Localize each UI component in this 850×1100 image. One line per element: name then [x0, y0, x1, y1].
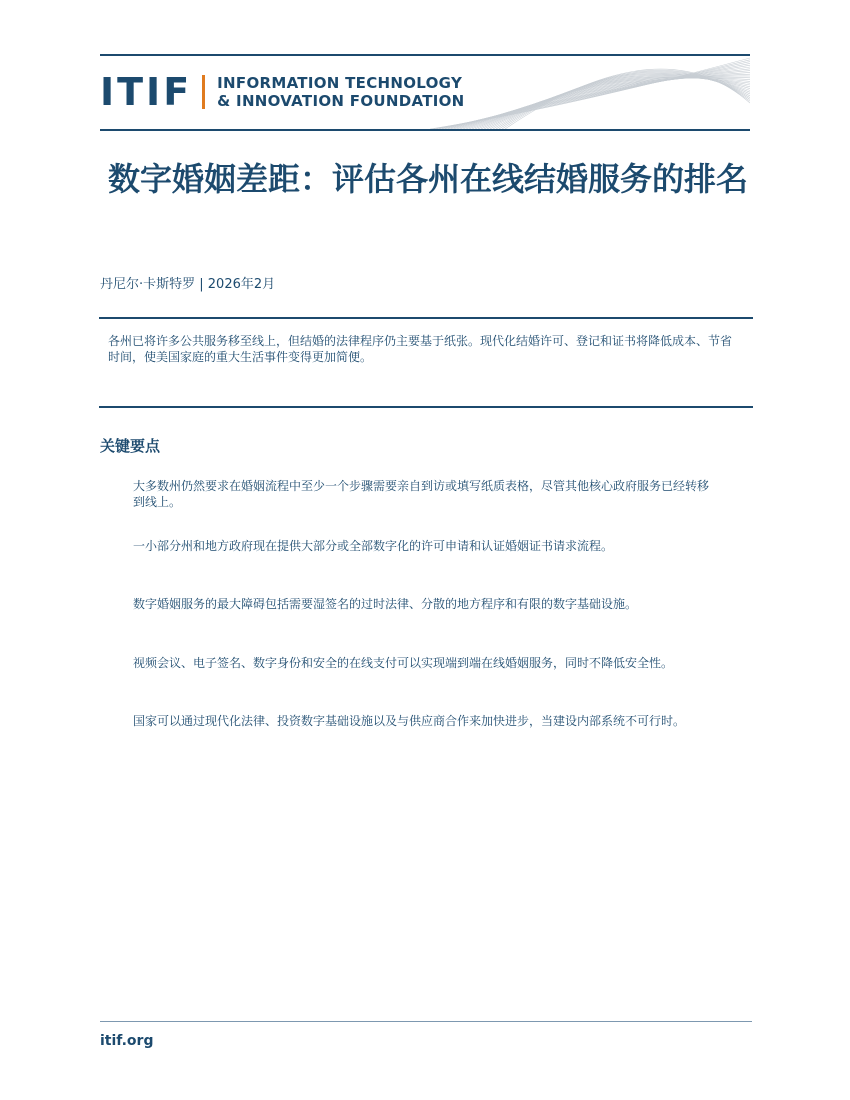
- footer-site-link[interactable]: itif.org: [100, 1033, 154, 1049]
- key-takeaway-item: 国家可以通过现代化法律、投资数字基础设施以及与供应商合作来加快进步，当建设内部系统不可行时。: [133, 714, 686, 728]
- abstract-top-rule: [99, 317, 753, 319]
- logo-mark: ITIF: [100, 70, 193, 114]
- key-takeaway-item: 视频会议、电子签名、数字身份和安全的在线支付可以实现端到端在线婚姻服务，同时不降低安全性。: [133, 656, 674, 670]
- logo-org-line1: INFORMATION TECHNOLOGY: [217, 74, 463, 92]
- report-title: 数字婚姻差距：评估各州在线结婚服务的排名: [108, 160, 749, 198]
- logo-org-name: [217, 74, 464, 110]
- key-takeaway-item: 数字婚姻服务的最大障碍包括需要湿签名的过时法律、分散的地方程序和有限的数字基础设施。: [133, 597, 638, 611]
- itif-logo[interactable]: [100, 72, 465, 112]
- decorative-wave-pattern: [420, 56, 750, 129]
- byline: 丹尼尔·卡斯特罗 | 2026年2月: [100, 277, 276, 292]
- abstract-bottom-rule: [99, 406, 753, 408]
- abstract-text: 各州已将许多公共服务移至线上，但结婚的法律程序仍主要基于纸张。现代化结婚许可、登记和证书将降低成本、节省时间，使美国家庭的重大生活事件变得更加简便。: [108, 334, 733, 364]
- header-bottom-rule: [100, 129, 750, 131]
- logo-org-line2: & INNOVATION FOUNDATION: [217, 92, 465, 110]
- logo-divider: [202, 75, 205, 109]
- key-takeaway-item: 大多数州仍然要求在婚姻流程中至少一个步骤需要亲自到访或填写纸质表格，尽管其他核心政府服务已经转移到线上。: [133, 479, 710, 509]
- key-takeaways-heading: 关键要点: [100, 437, 161, 455]
- footer-rule: [100, 1021, 752, 1022]
- key-takeaway-item: 一小部分州和地方政府现在提供大部分或全部数字化的许可申请和认证婚姻证书请求流程。: [133, 539, 614, 553]
